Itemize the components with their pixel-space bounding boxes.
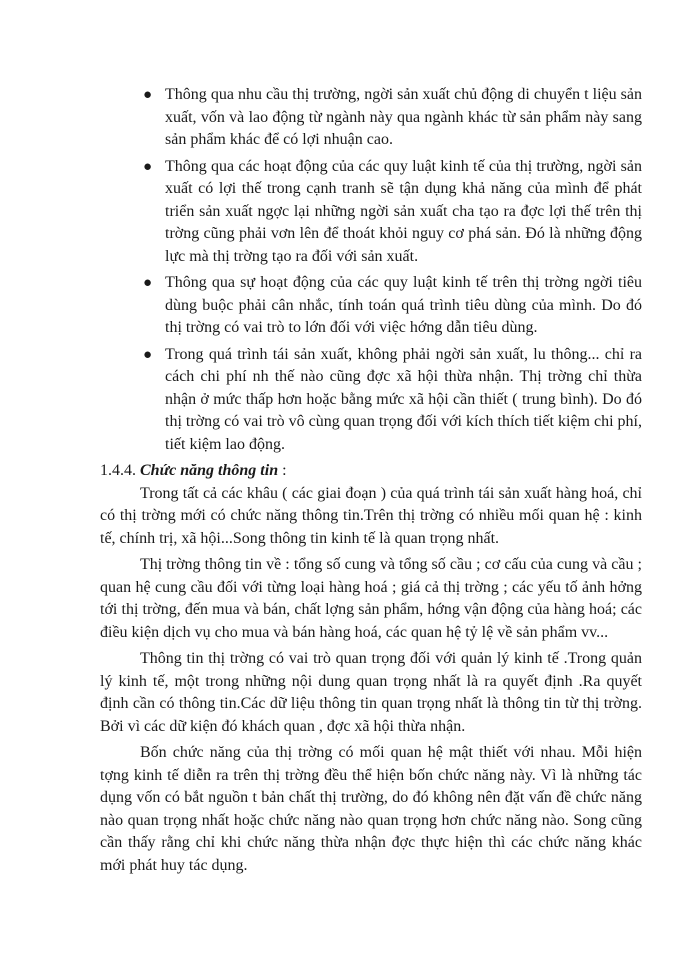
section-title: Chức năng thông tin	[140, 462, 279, 479]
bullet-icon: ●	[143, 346, 153, 363]
body-paragraph: Thị trờng thông tin về : tổng số cung và tổng số cầu ; cơ cấu của cung và cầu ; quan hệ cung cầu đối với từng loại hàng hoá ; giá cả thị trờng ; các yếu tố ảnh hởng tới thị trờng, đến mua và bán, chất lợng sản phẩm, hớng vận động của hàng hoá; các điều kiện dịch vụ cho mua và bán hàng hoá, các quan hệ tỷ lệ về sản phẩm vv...	[100, 556, 642, 641]
bullet-list	[100, 84, 642, 456]
bullet-icon: ●	[143, 87, 153, 103]
bullet-text: Thông qua các hoạt động của các quy luật kinh tế của thị trường, ngời sản xuất có lợi thế trong cạnh tranh sẽ tận dụng khả năng của mình để phát triển sản xuất ngợc lại những ngời sản xuất cha tạo ra đợc lợi thế trên thị trờng cũng phải vơn lên để thoát khỏi nguy cơ phá sản. Đó là những động lực mà thị trờng tạo ra đối với sản xuất.	[165, 157, 642, 265]
bullet-icon: ●	[143, 275, 153, 291]
bullet-item	[100, 272, 642, 340]
body-paragraph: Bốn chức năng của thị trờng có mối quan hệ mật thiết với nhau. Mỗi hiện tợng kinh tế diễn ra trên thị trờng đều thể hiện bốn chức năng này. Vì là những tác dụng vốn có bắt nguồn t bản chất thị trường, do đó không nên đặt vấn đề chức năng nào quan trọng nhất hoặc chức năng nào quan trọng hơn chức năng nào. Song cũng cần thấy rằng chỉ khi chức năng thừa nhận đợc thực hiện thì các chức năng khác mới phát huy tác dụng.	[100, 744, 642, 874]
body-paragraph: Thông tin thị trờng có vai trò quan trọng đối với quản lý kinh tế .Trong quản lý kinh tế, một trong những nội dung quan trọng nhất là ra quyết định .Ra quyết định cần có thông tin.Các dữ liệu thông tin quan trọng nhất là thông tin từ thị trờng. Bởi vì các dữ kiện đó khách quan , đợc xã hội thừa nhận.	[100, 650, 642, 735]
bullet-item	[100, 156, 642, 269]
section-heading	[100, 460, 642, 483]
bullet-text: Thông qua nhu cầu thị trường, ngời sản xuất chủ động di chuyển t liệu sản xuất, vốn và lao động từ ngành này qua ngành khác từ sản phẩm này sang sản phẩm khác để có lợi nhuận cao.	[165, 86, 642, 148]
bullet-icon: ●	[143, 158, 153, 175]
bullet-item	[100, 84, 642, 152]
section-suffix: :	[278, 462, 287, 479]
bullet-text: Trong quá trình tái sản xuất, không phải ngời sản xuất, lu thông... chỉ ra cách chi phí nh thế nào cũng đợc xã hội thừa nhận. Thị trờng chỉ thừa nhận ở mức thấp hơn hoặc bằng mức xã hội cần thiết ( trung bình). Do đó thị trờng có vai trò vô cùng quan trọng đối với kích thích tiết kiệm chi phí, tiết kiệm lao động.	[165, 345, 642, 453]
section-number: 1.4.4.	[100, 462, 136, 479]
body-paragraph: Trong tất cả các khâu ( các giai đoạn ) của quá trình tái sản xuất hàng hoá, chỉ có thị trờng mới có chức năng thông tin.Trên thị trờng có nhiều mối quan hệ : kinh tế, chính trị, xã hội...Song thông tin kinh tế là quan trọng nhất.	[100, 484, 642, 547]
bullet-item	[100, 344, 642, 457]
bullet-text: Thông qua sự hoạt động của các quy luật kinh tế trên thị trờng ngời tiêu dùng buộc phải cân nhắc, tính toán quá trình tiêu dùng của mình. Do đó thị trờng có vai trò to lớn đối với việc hớng dẫn tiêu dùng.	[165, 274, 642, 336]
